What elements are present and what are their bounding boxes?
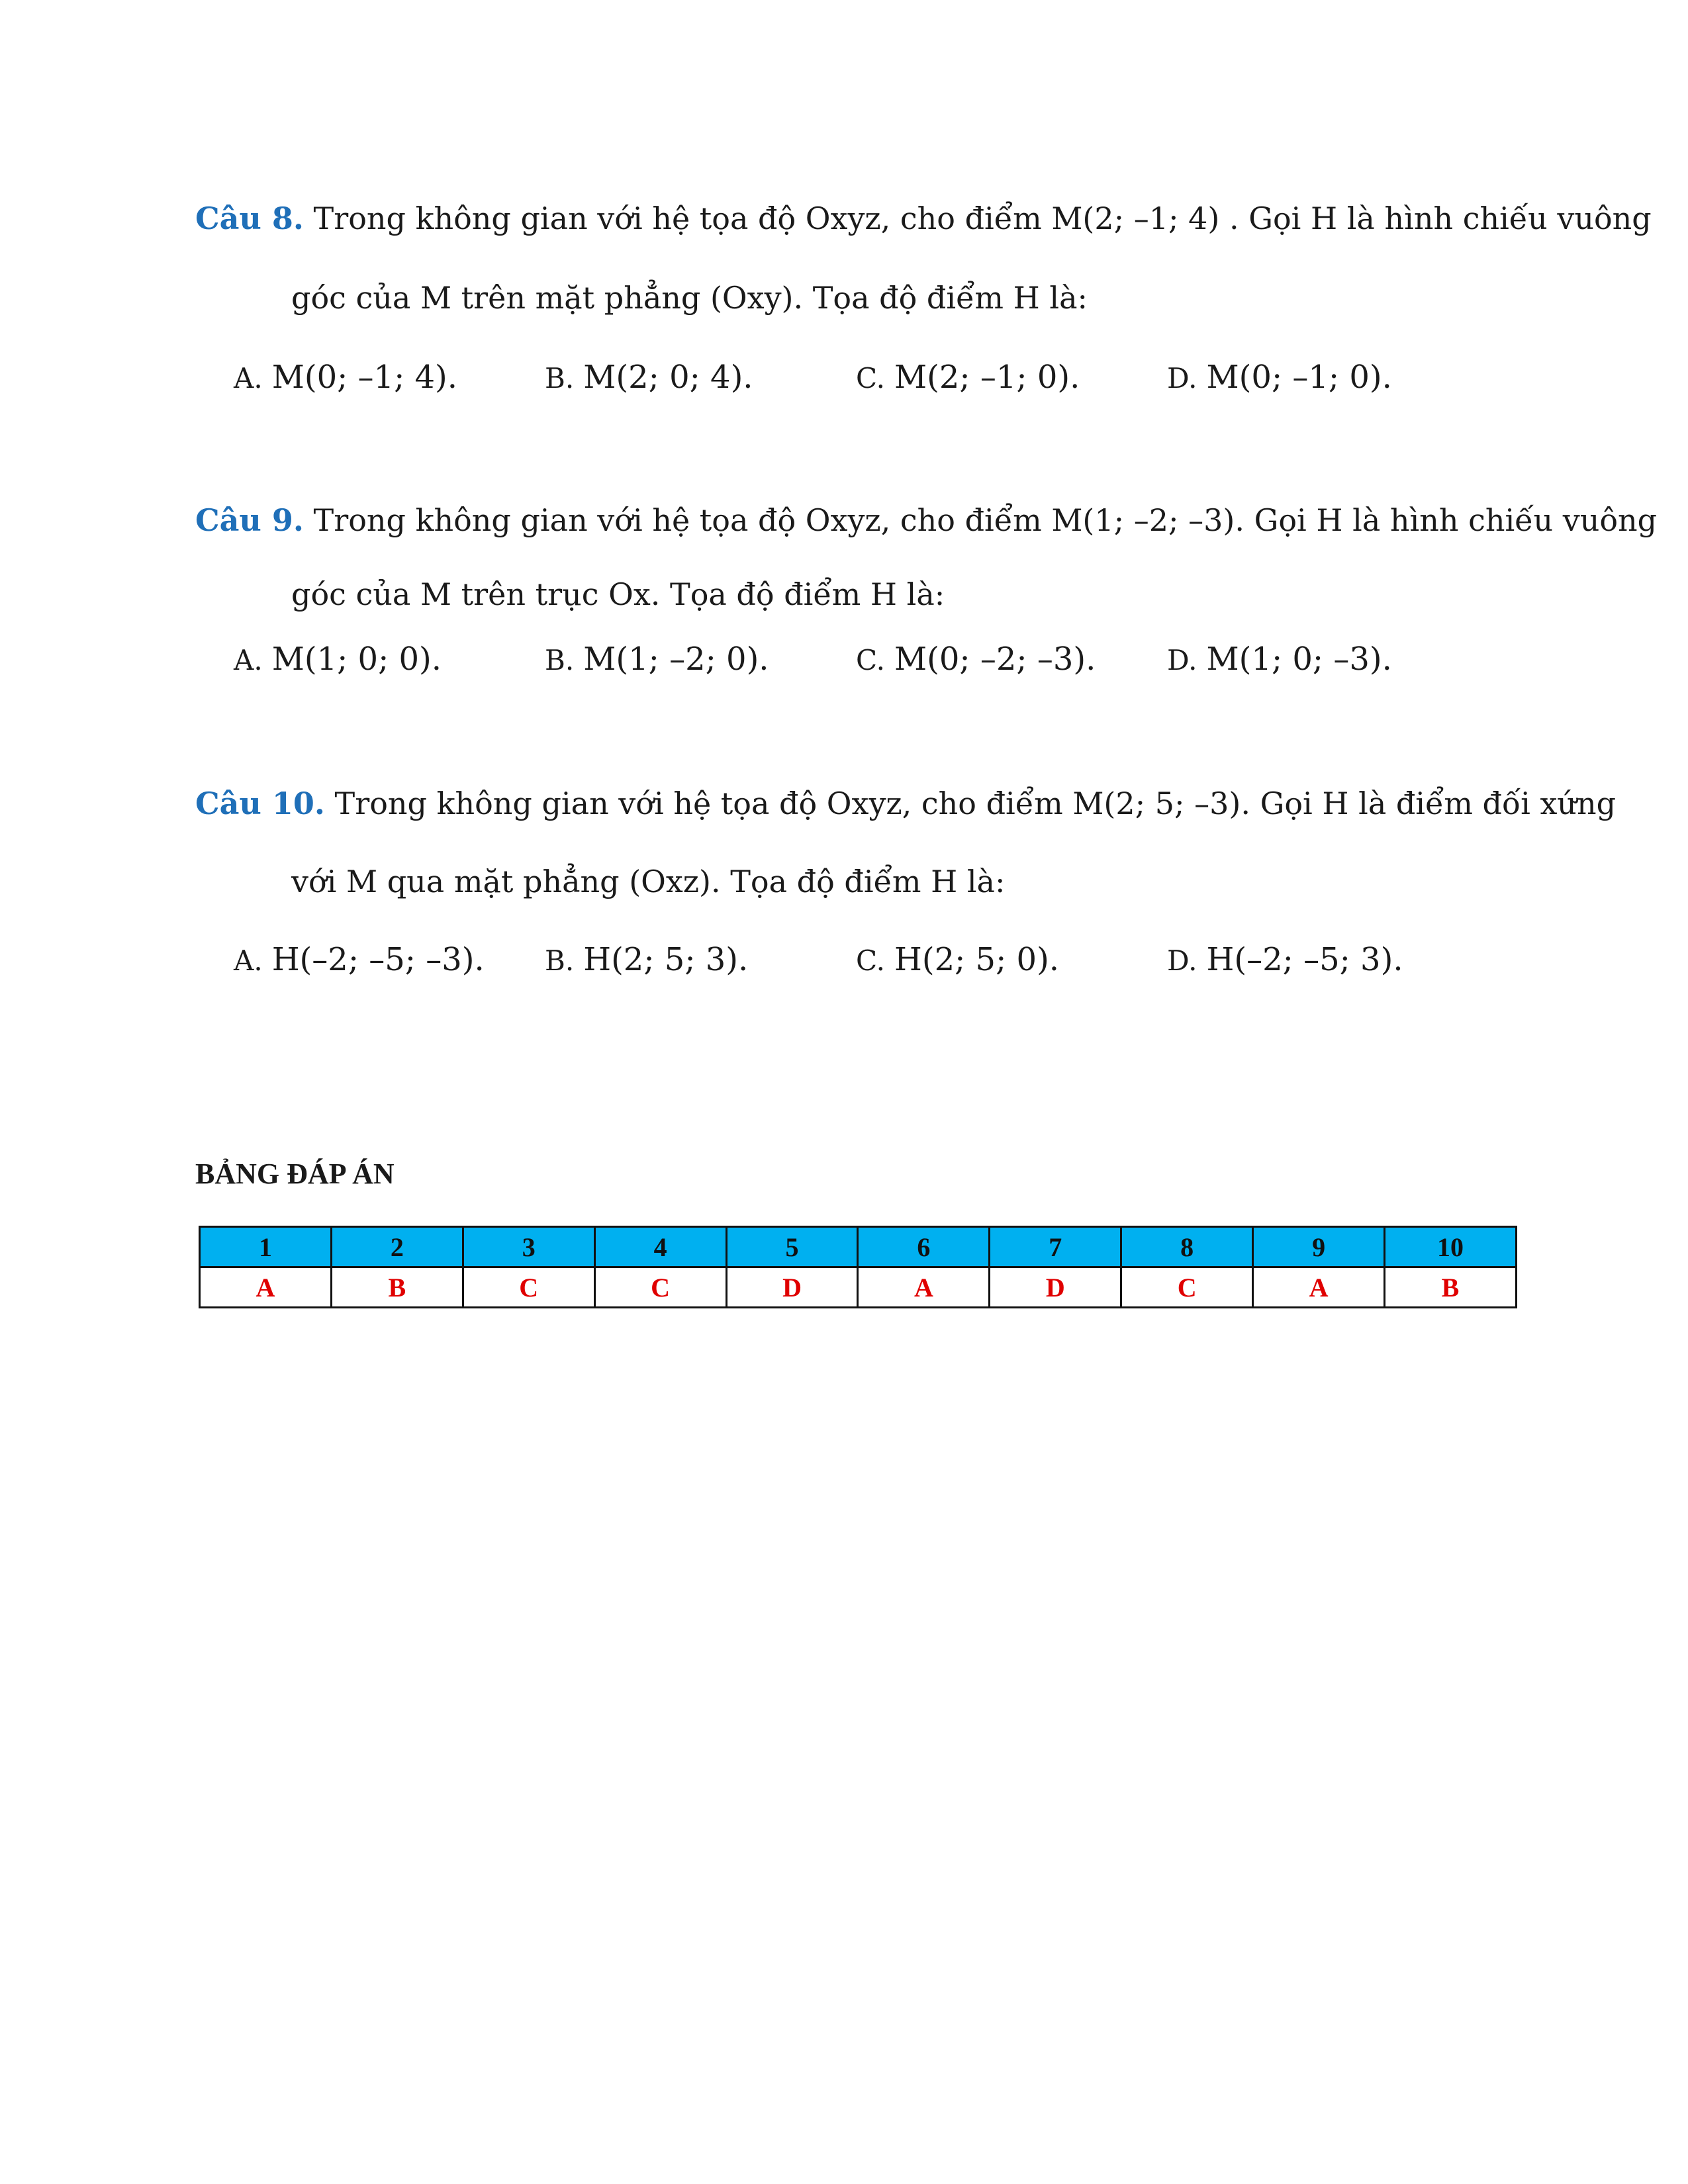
question-text: Trong không gian với hệ tọa độ Oxyz, cho điểm M(1; –2; –3). Gọi H là hình chiếu vuông — [313, 502, 1658, 538]
question-number-cell: 3 — [463, 1227, 594, 1267]
option-a: A. H(–2; –5; –3). — [234, 941, 485, 978]
option-d: D. H(–2; –5; 3). — [1167, 941, 1403, 978]
question-number-cell: 9 — [1253, 1227, 1385, 1267]
answer-cell: B — [1385, 1267, 1517, 1308]
option-d: D. M(1; 0; –3). — [1167, 641, 1392, 678]
option-c: C. H(2; 5; 0). — [856, 941, 1060, 978]
question-10-line-1 — [195, 784, 1616, 823]
option-b: B. M(2; 0; 4). — [545, 359, 753, 396]
answer-cell: D — [726, 1267, 858, 1308]
question-10-line-2: với M qua mặt phẳng (Oxz). Tọa độ điểm H là: — [291, 864, 1006, 899]
answer-cell: D — [990, 1267, 1121, 1308]
question-number: Câu 8. — [195, 201, 304, 236]
option-a: A. M(0; –1; 4). — [234, 359, 458, 396]
answer-table-header-row — [200, 1227, 1517, 1267]
question-9-line-1 — [195, 500, 1657, 540]
answer-cell: C — [463, 1267, 594, 1308]
option-c: C. M(0; –2; –3). — [856, 641, 1096, 678]
question-number-cell: 8 — [1121, 1227, 1253, 1267]
answer-table — [199, 1226, 1517, 1308]
answer-cell: C — [594, 1267, 726, 1308]
answer-table-answer-row — [200, 1267, 1517, 1308]
question-number-cell: 6 — [858, 1227, 990, 1267]
question-text: Trong không gian với hệ tọa độ Oxyz, cho điểm M(2; 5; –3). Gọi H là điểm đối xứng — [334, 786, 1617, 821]
answer-cell: A — [1253, 1267, 1385, 1308]
option-a: A. M(1; 0; 0). — [234, 641, 442, 678]
option-b: B. M(1; –2; 0). — [545, 641, 769, 678]
option-d: D. M(0; –1; 0). — [1167, 359, 1392, 396]
question-number-cell: 1 — [200, 1227, 332, 1267]
question-number-cell: 7 — [990, 1227, 1121, 1267]
question-9-line-2: góc của M trên trục Ox. Tọa độ điểm H là: — [291, 576, 945, 612]
question-number-cell: 2 — [331, 1227, 463, 1267]
answer-cell: C — [1121, 1267, 1253, 1308]
option-b: B. H(2; 5; 3). — [545, 941, 749, 978]
question-8-line-1 — [195, 199, 1652, 238]
question-text: Trong không gian với hệ tọa độ Oxyz, cho điểm M(2; –1; 4) . Gọi H là hình chiếu vuông — [313, 201, 1652, 236]
question-number: Câu 9. — [195, 502, 304, 538]
question-number-cell: 10 — [1385, 1227, 1517, 1267]
option-c: C. M(2; –1; 0). — [856, 359, 1080, 396]
question-number-cell: 5 — [726, 1227, 858, 1267]
answer-table-heading: BẢNG ĐÁP ÁN — [195, 1158, 395, 1190]
answer-cell: A — [858, 1267, 990, 1308]
question-number: Câu 10. — [195, 786, 325, 821]
answer-cell: B — [331, 1267, 463, 1308]
answer-cell: A — [200, 1267, 332, 1308]
question-8-line-2: góc của M trên mặt phẳng (Oxy). Tọa độ điểm H là: — [291, 280, 1088, 316]
question-number-cell: 4 — [594, 1227, 726, 1267]
